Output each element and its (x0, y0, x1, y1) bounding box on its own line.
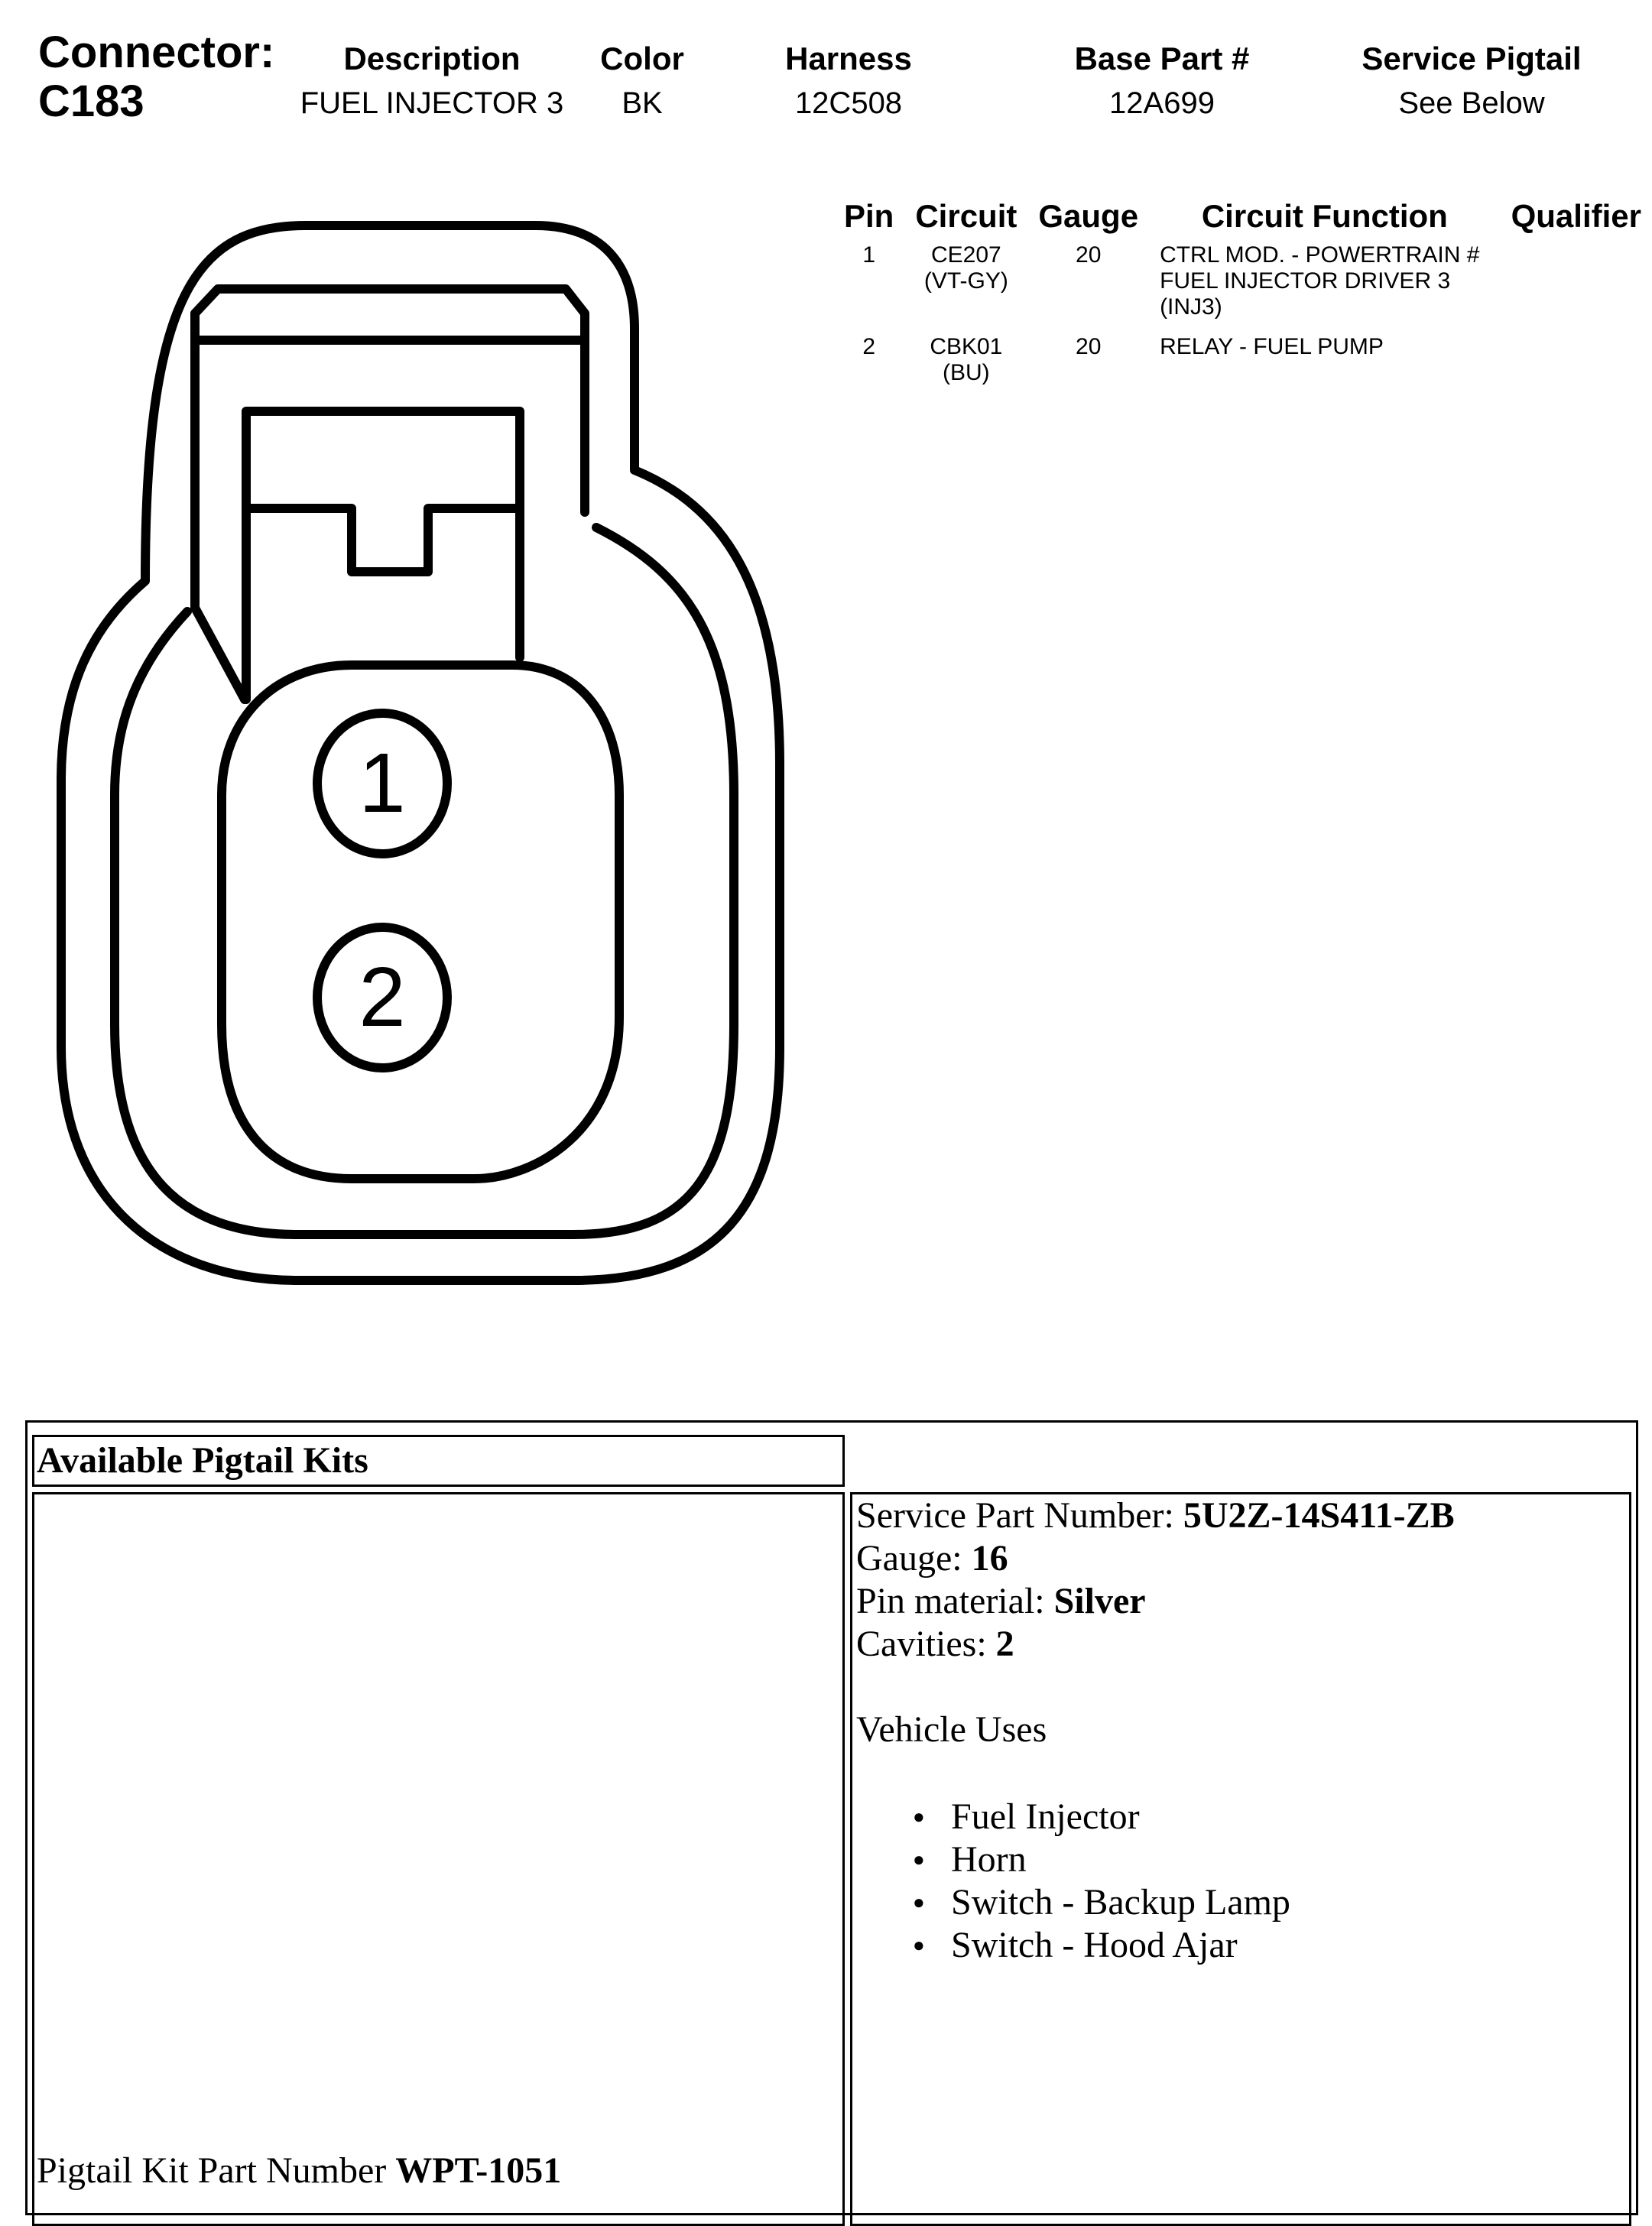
header-col-color (581, 40, 703, 122)
circuit-function-cell: RELAY - FUEL PUMP (1160, 334, 1384, 359)
circuit-header: Circuit (915, 198, 1017, 234)
header-heading: Harness (785, 41, 912, 76)
cavities-value: 2 (995, 1624, 1014, 1664)
header-col-description (290, 40, 573, 122)
circuit-id: CBK01 (930, 334, 1003, 359)
list-item: ● Horn (951, 1838, 1455, 1881)
circuit-function-header: Circuit Function (1201, 198, 1448, 234)
pin-number: 1 (862, 242, 876, 268)
header-heading: Service Pigtail (1362, 41, 1582, 76)
list-item: ● Switch - Hood Ajar (951, 1924, 1455, 1967)
pigtail-section-title: Available Pigtail Kits (37, 1440, 368, 1481)
header-heading: Color (600, 41, 684, 76)
vehicle-uses-list (856, 1796, 1455, 1967)
circuit-function-cell: CTRL MOD. - POWERTRAIN # FUEL INJECTOR DRIVER 3 (INJ3) (1160, 242, 1480, 320)
header-col-service-pigtail (1345, 40, 1598, 122)
latch-ramp (195, 608, 245, 699)
cavities-label: Cavities: (856, 1624, 996, 1664)
qualifier-cell (1501, 329, 1652, 395)
pin-header: Pin (844, 198, 894, 234)
list-item: ● Switch - Backup Lamp (951, 1881, 1455, 1924)
locking-tab-notch (246, 508, 520, 572)
cavity-1-label: 1 (359, 736, 406, 830)
service-part-value: 5U2Z-14S411-ZB (1183, 1495, 1455, 1536)
header-col-base-part (1055, 40, 1269, 122)
pin-material-line (856, 1580, 1455, 1623)
pin-material-value: Silver (1053, 1581, 1146, 1621)
pigtail-info (856, 1494, 1455, 1967)
circuit-id: CE207 (930, 242, 1001, 268)
header-value: 12A699 (1109, 86, 1215, 120)
gauge-value: 16 (971, 1538, 1008, 1579)
circuit-color: (BU) (943, 360, 990, 385)
connector-outer-shell (61, 226, 780, 1280)
pigtail-kit-part-number (37, 2148, 561, 2194)
circuit-color: (VT-GY) (923, 268, 1008, 294)
circuit-cell (904, 238, 1027, 329)
connector-id: C183 (38, 76, 144, 126)
pigtail-image-cell (32, 1492, 845, 2226)
gauge-cell: 20 (1076, 334, 1102, 359)
header-value: 12C508 (794, 86, 903, 120)
header-heading: Description (343, 41, 521, 76)
qualifier-header: Qualifier (1511, 198, 1641, 234)
header-heading: Base Part # (1074, 41, 1250, 76)
cavity-2-label: 2 (359, 950, 406, 1044)
connector-label: Connector: (38, 28, 275, 77)
table-row (833, 238, 1652, 329)
service-part-label: Service Part Number: (856, 1495, 1183, 1536)
pin-number: 2 (862, 334, 876, 359)
cavities-line (856, 1623, 1455, 1666)
gauge-label: Gauge: (856, 1538, 972, 1579)
table-row (833, 329, 1652, 395)
locking-tab (246, 411, 520, 699)
vehicle-uses-title: Vehicle Uses (856, 1709, 1047, 1750)
header-value: BK (622, 86, 663, 120)
service-part-line (856, 1494, 1455, 1537)
gauge-header: Gauge (1038, 198, 1139, 234)
list-item: ● Fuel Injector (951, 1796, 1455, 1838)
gauge-cell: 20 (1076, 242, 1102, 268)
pin-table-header (833, 195, 1652, 238)
header-value: FUEL INJECTOR 3 (300, 86, 564, 120)
circuit-cell (904, 329, 1027, 395)
header-value: See Below (1398, 86, 1545, 120)
qualifier-cell (1501, 238, 1652, 329)
gauge-line (856, 1537, 1455, 1580)
pin-material-label: Pin material: (856, 1581, 1054, 1621)
kit-number: WPT-1051 (395, 2150, 562, 2191)
header-col-harness (764, 40, 933, 122)
pin-table (833, 195, 1652, 395)
kit-label: Pigtail Kit Part Number (37, 2150, 396, 2191)
cavity-pocket (222, 665, 619, 1179)
connector-face-diagram (46, 214, 810, 1315)
